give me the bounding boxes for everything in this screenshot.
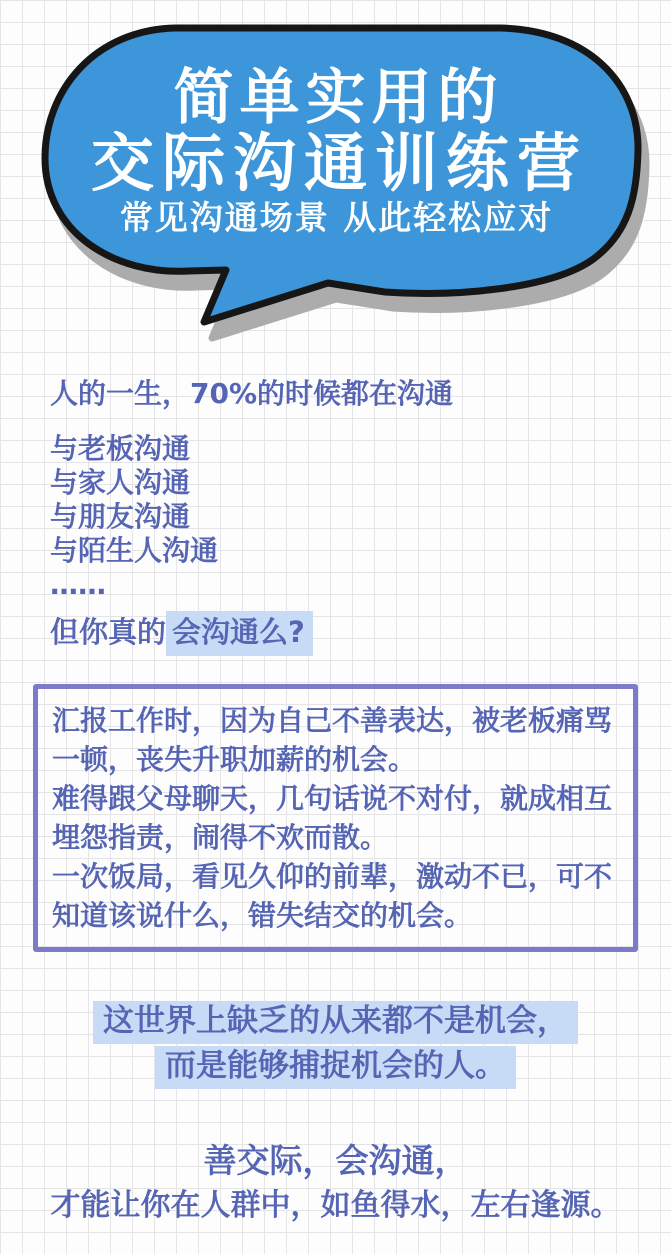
closing-statement (0, 1139, 671, 1229)
intro-section (50, 376, 453, 652)
scenario-item-strangers: 与陌生人沟通 (50, 534, 219, 567)
conclusion-section (0, 1001, 671, 1229)
pain-point-line: 一顿，丧失升职加薪的机会。 (52, 743, 417, 776)
scenario-item-ellipsis: …… (50, 568, 106, 601)
poster-subtitle: 常见沟通场景 从此轻松应对 (119, 198, 554, 237)
question-highlighted-text: 会沟通么? (166, 611, 313, 656)
title-speech-bubble (0, 0, 671, 350)
intro-opening-line: 人的一生，70%的时候都在沟通 (50, 377, 454, 410)
scenario-item-boss: 与老板沟通 (50, 432, 191, 465)
pain-points-box (33, 684, 638, 952)
pain-point-line: 知道该说什么，错失结交的机会。 (52, 899, 473, 932)
pain-point-line: 一次饭局，看见久仰的前辈，激动不已，可不 (52, 860, 613, 893)
pain-point-line: 埋怨指责，闹得不欢而散。 (52, 821, 389, 854)
closing-line1: 善交际，会沟通， (203, 1141, 468, 1180)
conclusion-highlight-row (0, 1046, 671, 1089)
intro-question-line (50, 612, 453, 652)
question-prefix-text: 但你真的 (50, 615, 167, 649)
conclusion-highlighted-line2: 而是能够捕捉机会的人。 (155, 1046, 516, 1089)
poster-title-line2: 交际沟通训练营 (91, 127, 588, 200)
pain-point-line: 汇报工作时，因为自己不善表达，被老板痛骂 (52, 704, 613, 737)
scenario-item-friends: 与朋友沟通 (50, 500, 191, 533)
scenario-list (50, 432, 453, 602)
poster-title-line1: 简单实用的 (173, 63, 504, 133)
closing-line2: 才能让你在人群中，如鱼得水，左右逢源。 (50, 1188, 621, 1223)
conclusion-highlighted-line1: 这世界上缺乏的从来都不是机会， (93, 1001, 578, 1044)
conclusion-highlight-row (0, 1001, 671, 1044)
pain-point-line: 难得跟父母聊天，几句话说不对付，就成相互 (52, 782, 613, 815)
scenario-item-family: 与家人沟通 (50, 466, 191, 499)
